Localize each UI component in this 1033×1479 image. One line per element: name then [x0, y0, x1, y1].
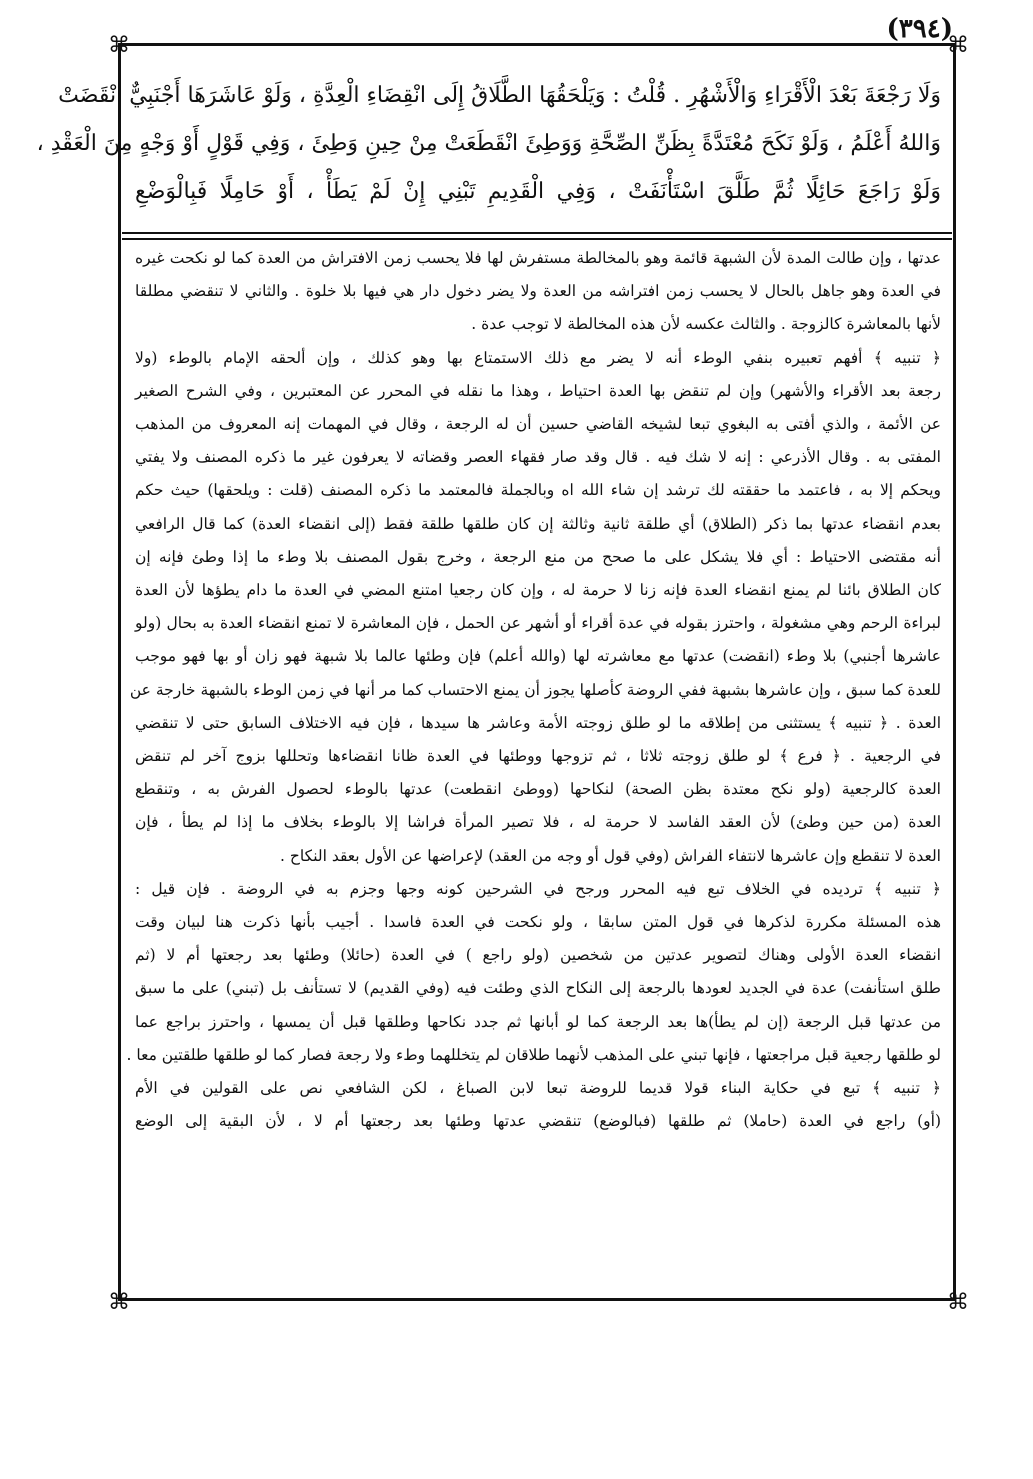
sharh-line: كان الطلاق بائنا لم يمنع انقضاء العدة فإنه زنا لا حرمة له ، وإن كان رجعيا امتنع المضي في العدة ما دام يطؤها لأن العدة [135, 581, 941, 600]
matn-text-block [36, 72, 941, 216]
sharh-line: انقضاء العدة الأولى وهناك لتصوير عدتين من شخصين (ولو راجع ) في العدة (حائلا) وطئها بعد رجعتها أم لا (ثم [135, 946, 941, 965]
sharh-line: أنه مقتضى الاحتياط : أي فلا يشكل على ما صحح من منع الرجعة ، وخرج بقول المصنف بلا وطء ما إذا وطئ فإنه إن [135, 547, 941, 566]
corner-ornament-icon: ⌘ [947, 1290, 969, 1315]
corner-ornament-icon: ⌘ [108, 1290, 130, 1315]
sharh-line: لو طلقها رجعية قبل مراجعتها ، فإنها تبني على المذهب لأنهما طلاقان لم يتخللهما وطء ولا رجعة فصار كما لو طلقها طلقتين معا . [126, 1045, 941, 1064]
matn-line: وَاللهُ أَعْلَمُ ، وَلَوْ نَكَحَ مُعْتَدَّةً بِظَنِّ الصِّحَّةِ وَوَطِئَ انْقَطَعَتْ مِنْ حِينِ وَطِئَ ، وَفِي قَوْلٍ أَوْ وَجْهٍ مِنَ الْعَقْدِ ، [36, 131, 941, 156]
corner-ornament-icon: ⌘ [947, 33, 969, 58]
sharh-line: ﴿ تنبيه ﴾ تبع في حكاية البناء قولا قديما للروضة تبعا لابن الصباغ ، لكن الشافعي نص على القولين في الأم [135, 1079, 941, 1098]
section-divider [122, 232, 952, 234]
sharh-line: (أو) راجع في العدة (حاملا) ثم طلقها (فبالوضع) تنقضي عدتها وطئها بعد رجعتها أم لا ، لأن البقية إلى الوضع [135, 1112, 941, 1131]
sharh-line: عن الأئمة ، والذي أفتى به البغوي تبعا لشيخه القاضي حسين أن له الرجعة ، وقال في المهمات إنه المعروف من المذهب [135, 415, 941, 434]
sharh-line: ويحكم إلا به ، فاعتمد ما حققته لك ترشد إن شاء الله اه وبالجملة فالمعتمد ما ذكره المصنف (قلت : ويلحقها) حيث حكم [135, 481, 941, 500]
sharh-line: العدة (من حين وطئ) لأن العقد الفاسد لا حرمة له ، فلا تصير المرأة فراشا إلا بالوطء بخلاف ما إذا لم يطأ ، فإن [135, 813, 941, 832]
matn-line: وَلَوْ رَاجَعَ حَائِلًا ثُمَّ طَلَّقَ اسْتَأْنَفَتْ ، وَفِي الْقَدِيمِ تَبْنِي إِنْ لَمْ يَطَأْ ، أَوْ حَامِلًا فَبِالْوَضْعِ [135, 179, 941, 204]
sharh-line: بعدم انقضاء عدتها بما ذكر (الطلاق) أي طلقة ثانية وثالثة إن كان طلقها طلقة فقط (إلى انقضاء العدة) كما قال الرافعي [135, 514, 941, 533]
sharh-line: للعدة كما سبق ، وإن عاشرها بشبهة ففي الروضة كأصلها يجوز أن يمنع الاحتساب كما مر أنها في زمن الوطء بالشبهة خارجة عن [129, 680, 941, 699]
corner-ornament-icon: ⌘ [108, 33, 130, 58]
sharh-text-block [126, 242, 941, 1138]
sharh-line: هذه المسئلة مكررة لذكرها في قول المتن سابقا ، ولو نكحت في العدة فاسدا . أجيب بأنها ذكرت هنا لبيان وقت [135, 913, 941, 932]
sharh-line: ﴿ تنبيه ﴾ ترديده في الخلاف تبع فيه المحرر ورجح في الشرحين كونه وجها وجزم به في الروضة . فإن قيل : [135, 879, 941, 898]
sharh-line: العدة . ﴿ تنبيه ﴾ يستثنى من إطلاقه ما لو طلق زوجته الأمة وعاشر ها سيدها ، فإن فيه الاختلاف السابق حتى لا تنقضي [135, 713, 941, 732]
matn-line: وَلَا رَجْعَةَ بَعْدَ الْأَقْرَاءِ وَالْأَشْهُرِ . قُلْتُ : وَيَلْحَقُهَا الطَّلَاقُ إِلَى انْقِضَاءِ الْعِدَّةِ ، وَلَوْ عَاشَرَهَا أَجْنَبِيٌّ انْقَضَتْ [58, 83, 941, 108]
sharh-line: طلق استأنفت) عدة في الجديد لعودها بالرجعة إلى النكاح الذي وطئت فيه (وفي القديم) لا تستأنف بل (تبني) على ما سبق [135, 979, 941, 998]
sharh-line: العدة كالرجعية (ولو نكح معتدة بظن الصحة) لنكاحها (ووطئ انقطعت) عدتها بالوطء لحصول الفرش به ، وتنقطع [135, 780, 941, 799]
sharh-line: ﴿ تنبيه ﴾ أفهم تعبيره بنفي الوطء أنه لا يضر مع ذلك الاستمتاع بها وهو كذلك ، وإن ألحقه الإمام بالوطء (ولا [135, 348, 941, 367]
sharh-line: لأنها بالمعاشرة كالزوجة . والثالث عكسه لأن هذه المخالطة لا توجب عدة . [471, 315, 941, 334]
sharh-line: لبراءة الرحم وهي مشغولة ، واحترز بقوله في عدة أقراء أو أشهر عن الحمل ، فإن المعاشرة لا تمنع انقضاء العدة به بحال (ولو [135, 614, 941, 633]
sharh-line: المفتى به . وقال الأذرعي : إنه لا شك فيه . قال وقد صار فقهاء العصر وقضاته لا يعرفون غير ما ذكره المصنف ولا يفتي [135, 448, 941, 467]
section-divider [122, 238, 952, 240]
sharh-line: عدتها ، وإن طالت المدة لأن الشبهة قائمة وهو بالمخالطة مستفرش لها فلا يحسب زمن الافتراش من العدة كما لو نكحت غيره [135, 249, 941, 267]
sharh-line: العدة لا تنقطع وإن عاشرها لانتفاء الفراش (وفي قول أو وجه من العقد) لإعراضها عن الأول بعقد النكاح . [280, 846, 941, 865]
sharh-line: في العدة وهو جاهل بالحال لا يحسب زمن افتراشه من العدة ولا يضر دخول دار هي فيها بلا خلوة . والثاني لا تنقضي مطلقا [135, 282, 941, 301]
sharh-line: عاشرها أجنبي) بلا وطء (انقضت) عدتها مع معاشرته لها (والله أعلم) فإن وطئها عالما بلا شبهة فهو زان أو بها فهو موجب [135, 647, 941, 666]
sharh-line: في الرجعية . ﴿ فرع ﴾ لو طلق زوجته ثلاثا ، ثم تزوجها ووطئها في العدة ظانا انقضاءها وتحللها بزوج آخر لم تنقض [135, 747, 941, 766]
sharh-line: رجعة بعد الأقراء والأشهر) وإن لم تنقض بها العدة احتياط ، وهذا ما نقله في المحرر عن المعتبرين ، وفي الشرح الصغير [135, 381, 941, 400]
page-number: (٣٩٤) [886, 14, 953, 44]
sharh-line: من عدتها قبل الرجعة (إن لم يطأ)ها بعد الرجعة كما لو أبانها ثم جدد نكاحها وطلقها قبل أن يمسها ، واحترز براجع عما [135, 1012, 941, 1031]
